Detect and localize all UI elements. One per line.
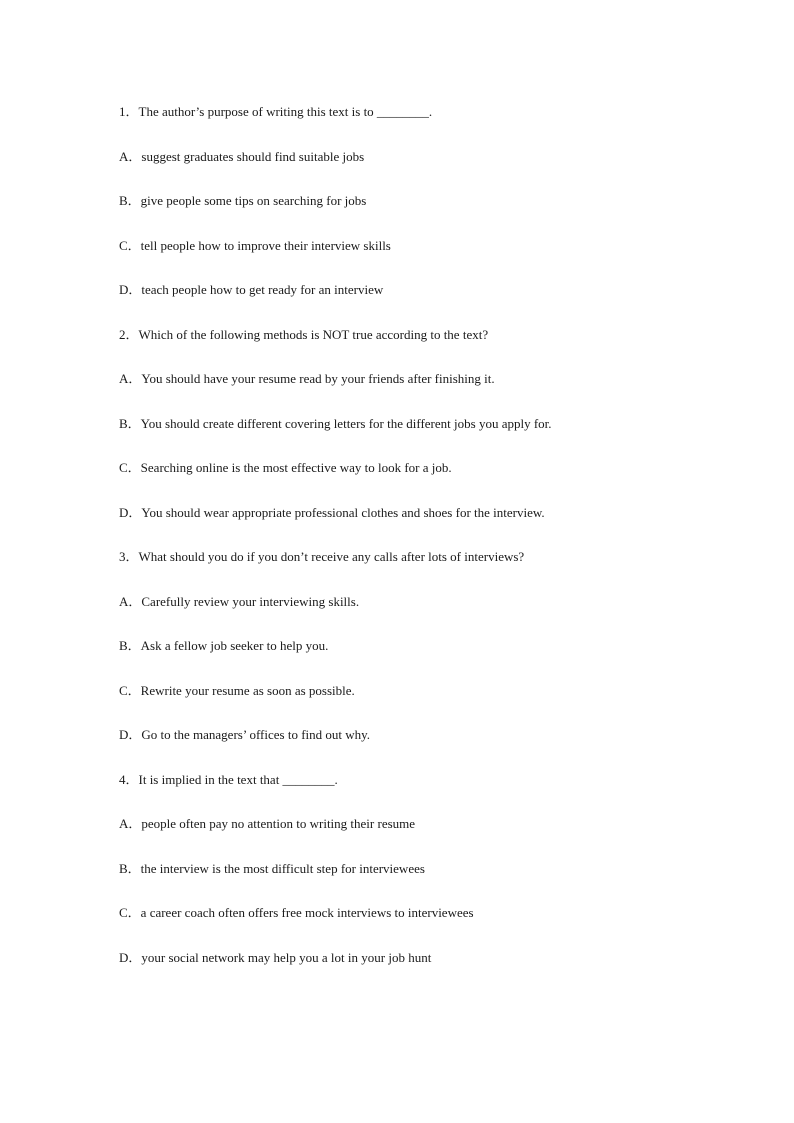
question-3-option-c: C．Rewrite your resume as soon as possible. xyxy=(119,683,355,698)
question-3-option-a: A．Carefully review your interviewing skills. xyxy=(119,594,360,609)
question-3-stem: 3．What should you do if you don’t receive any calls after lots of interviews? xyxy=(119,549,525,564)
question-1-option-c: C．tell people how to improve their interview skills xyxy=(119,238,391,253)
question-1-option-d: D．teach people how to get ready for an interview xyxy=(119,282,384,297)
question-4-stem: 4．It is implied in the text that ________. xyxy=(119,772,338,787)
question-1-option-b: B．give people some tips on searching for jobs xyxy=(119,193,367,208)
question-3-option-d: D．Go to the managers’ offices to find out why. xyxy=(119,727,371,742)
question-2-stem: 2．Which of the following methods is NOT true according to the text? xyxy=(119,327,489,342)
question-1-stem: 1．The author’s purpose of writing this text is to ________. xyxy=(119,104,433,119)
question-2-option-d: D．You should wear appropriate professional clothes and shoes for the interview. xyxy=(119,505,545,520)
question-2-option-b: B．You should create different covering letters for the different jobs you apply for. xyxy=(119,416,552,431)
question-1-option-a: A．suggest graduates should find suitable jobs xyxy=(119,149,365,164)
question-4-option-a: A．people often pay no attention to writing their resume xyxy=(119,816,416,831)
question-4-option-d: D．your social network may help you a lot in your job hunt xyxy=(119,950,432,965)
question-3-option-b: B．Ask a fellow job seeker to help you. xyxy=(119,638,329,653)
question-4-option-b: B．the interview is the most difficult step for interviewees xyxy=(119,861,425,876)
question-2-option-a: A．You should have your resume read by your friends after finishing it. xyxy=(119,371,495,386)
question-4-option-c: C．a career coach often offers free mock interviews to interviewees xyxy=(119,905,474,920)
question-2-option-c: C．Searching online is the most effective way to look for a job. xyxy=(119,460,452,475)
